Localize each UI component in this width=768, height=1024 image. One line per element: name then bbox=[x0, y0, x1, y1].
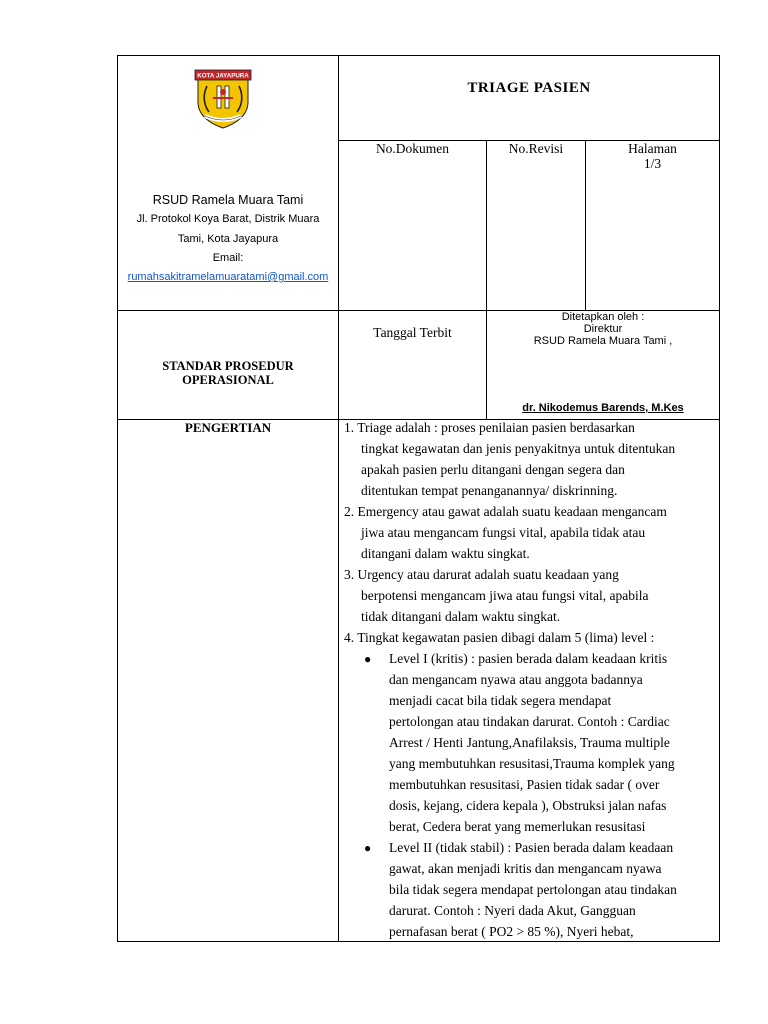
body-line: 3. Urgency atau darurat adalah suatu keadaan yang bbox=[344, 567, 619, 582]
section-label: PENGERTIAN bbox=[184, 420, 272, 435]
body-line: berpotensi mengancam jiwa atau fungsi vital, apabila bbox=[361, 588, 649, 603]
body-line: tidak ditangani dalam waktu singkat. bbox=[361, 609, 561, 624]
body-line: tingkat kegawatan dan jenis penyakitnya untuk ditentukan bbox=[361, 441, 676, 456]
body-line: pertolongan atau tindakan darurat. Contoh : Cardiac bbox=[389, 714, 670, 729]
table-border-left bbox=[117, 55, 118, 942]
document-title: TRIAGE PASIEN bbox=[467, 80, 591, 96]
body-line: pernafasan berat ( PO2 > 85 %), Nyeri hebat, bbox=[389, 924, 634, 939]
table-border-right bbox=[719, 55, 720, 942]
doc-rev-divider bbox=[486, 140, 487, 419]
doc-number-label: No.Dokumen bbox=[375, 141, 450, 156]
body-line: 4. Tingkat kegawatan pasien dibagi dalam 5 (lima) level : bbox=[344, 630, 655, 645]
body-line: Level I (kritis) : pasien berada dalam keadaan kritis bbox=[389, 651, 668, 666]
table-border-bottom bbox=[117, 941, 720, 942]
sop-label-line2: OPERASIONAL bbox=[182, 373, 274, 387]
sop-label-line1: STANDAR PROSEDUR bbox=[162, 359, 294, 373]
body-line: apakah pasien perlu ditangani dengan segera dan bbox=[361, 462, 625, 477]
body-line: Level II (tidak stabil) : Pasien berada dalam keadaan bbox=[389, 840, 674, 855]
approver-role: Direktur bbox=[583, 323, 623, 335]
hospital-name: RSUD Ramela Muara Tami bbox=[152, 193, 304, 207]
approver-institution: RSUD Ramela Muara Tami , bbox=[533, 335, 673, 347]
body-line: berat, Cedera berat yang memerlukan resusitasi bbox=[389, 819, 646, 834]
hospital-address-line1: Jl. Protokol Koya Barat, Distrik Muara bbox=[136, 213, 320, 225]
svg-text:KOTA JAYAPURA: KOTA JAYAPURA bbox=[197, 72, 249, 80]
table-border-top bbox=[117, 55, 720, 56]
page-value: 1/3 bbox=[643, 156, 662, 171]
hospital-email-link[interactable]: rumahsakitramelamuaratami@gmail.com bbox=[127, 271, 329, 283]
body-line: ditentukan tempat penanganannya/ diskrinning. bbox=[361, 483, 618, 498]
kota-jayapura-emblem bbox=[193, 68, 253, 130]
bullet-icon: ● bbox=[364, 652, 372, 666]
body-line: dan mengancam nyawa atau anggota badannya bbox=[389, 672, 643, 687]
table-divider-main bbox=[338, 55, 339, 942]
body-line: membutuhkan resusitasi, Pasien tidak sadar ( over bbox=[389, 777, 660, 792]
hospital-address-line2: Tami, Kota Jayapura bbox=[177, 233, 279, 245]
body-line: jiwa atau mengancam fungsi vital, apabila tidak atau bbox=[361, 525, 646, 540]
body-line: Arrest / Henti Jantung,Anafilaksis, Trauma multiple bbox=[389, 735, 670, 750]
body-line: bila tidak segera mendapat pertolongan atau tindakan bbox=[389, 882, 677, 897]
body-line: yang membutuhkan resusitasi,Trauma komplek yang bbox=[389, 756, 675, 771]
body-line: 1. Triage adalah : proses penilaian pasien berdasarkan bbox=[344, 420, 635, 435]
body-line: gawat, akan menjadi kritis dan mengancam nyawa bbox=[389, 861, 662, 876]
body-line: ditangani dalam waktu singkat. bbox=[361, 546, 530, 561]
body-line: darurat. Contoh : Nyeri dada Akut, Gangguan bbox=[389, 903, 636, 918]
body-line: menjadi cacat bila tidak segera mendapat bbox=[389, 693, 612, 708]
issue-date-label: Tanggal Terbit bbox=[373, 325, 452, 340]
page-label: Halaman bbox=[628, 141, 677, 156]
body-line: 2. Emergency atau gawat adalah suatu keadaan mengancam bbox=[344, 504, 667, 519]
bullet-icon: ● bbox=[364, 841, 372, 855]
revision-label: No.Revisi bbox=[508, 141, 564, 156]
signatory-name: dr. Nikodemus Barends, M.Kes bbox=[522, 402, 684, 414]
body-line: dosis, kejang, cidera kepala ), Obstruksi jalan nafas bbox=[389, 798, 667, 813]
email-label: Email: bbox=[212, 252, 244, 264]
approved-by-label: Ditetapkan oleh : bbox=[561, 311, 645, 323]
